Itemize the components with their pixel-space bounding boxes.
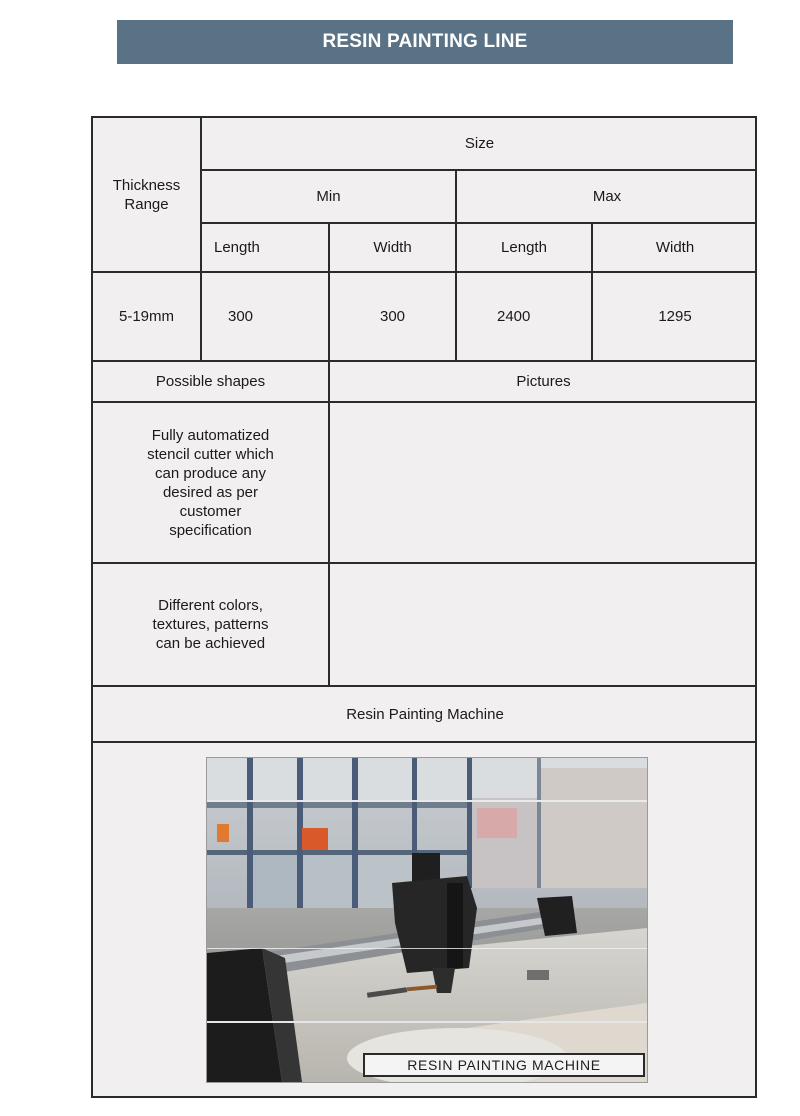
min-width-value: 300 [379,308,406,325]
machine-photo [206,757,648,1083]
max-length-value: 2400 [497,308,531,325]
min-length-value: 300 [228,308,254,325]
size-header: Size [464,135,495,152]
max-length-header: Length [501,239,547,256]
max-width-value: 1295 [658,308,692,325]
max-header: Max [592,188,622,205]
max-width-header: Width [655,239,695,256]
picture-cell [330,564,757,685]
thickness-value: 5-19mm [118,308,174,325]
divider [93,741,757,743]
pictures-header: Pictures [516,373,571,390]
picture-cell [330,403,757,562]
shape-description: Fully automatized stencil cutter which can produce any desired as per customer specification [147,426,274,539]
spec-table [91,116,757,1098]
min-width-header: Width [373,239,412,256]
machine-photo-drawing [207,758,647,1082]
min-length-header: Length [214,239,260,256]
possible-shapes-header: Possible shapes [155,373,266,390]
shape-description: Different colors, textures, patterns can be achieved [152,597,269,652]
page-title: RESIN PAINTING LINE [117,20,733,64]
thickness-range-header: Thickness Range [112,176,181,213]
photo-caption: RESIN PAINTING MACHINE [363,1053,645,1077]
min-header: Min [316,188,341,205]
machine-header: Resin Painting Machine [346,705,504,723]
